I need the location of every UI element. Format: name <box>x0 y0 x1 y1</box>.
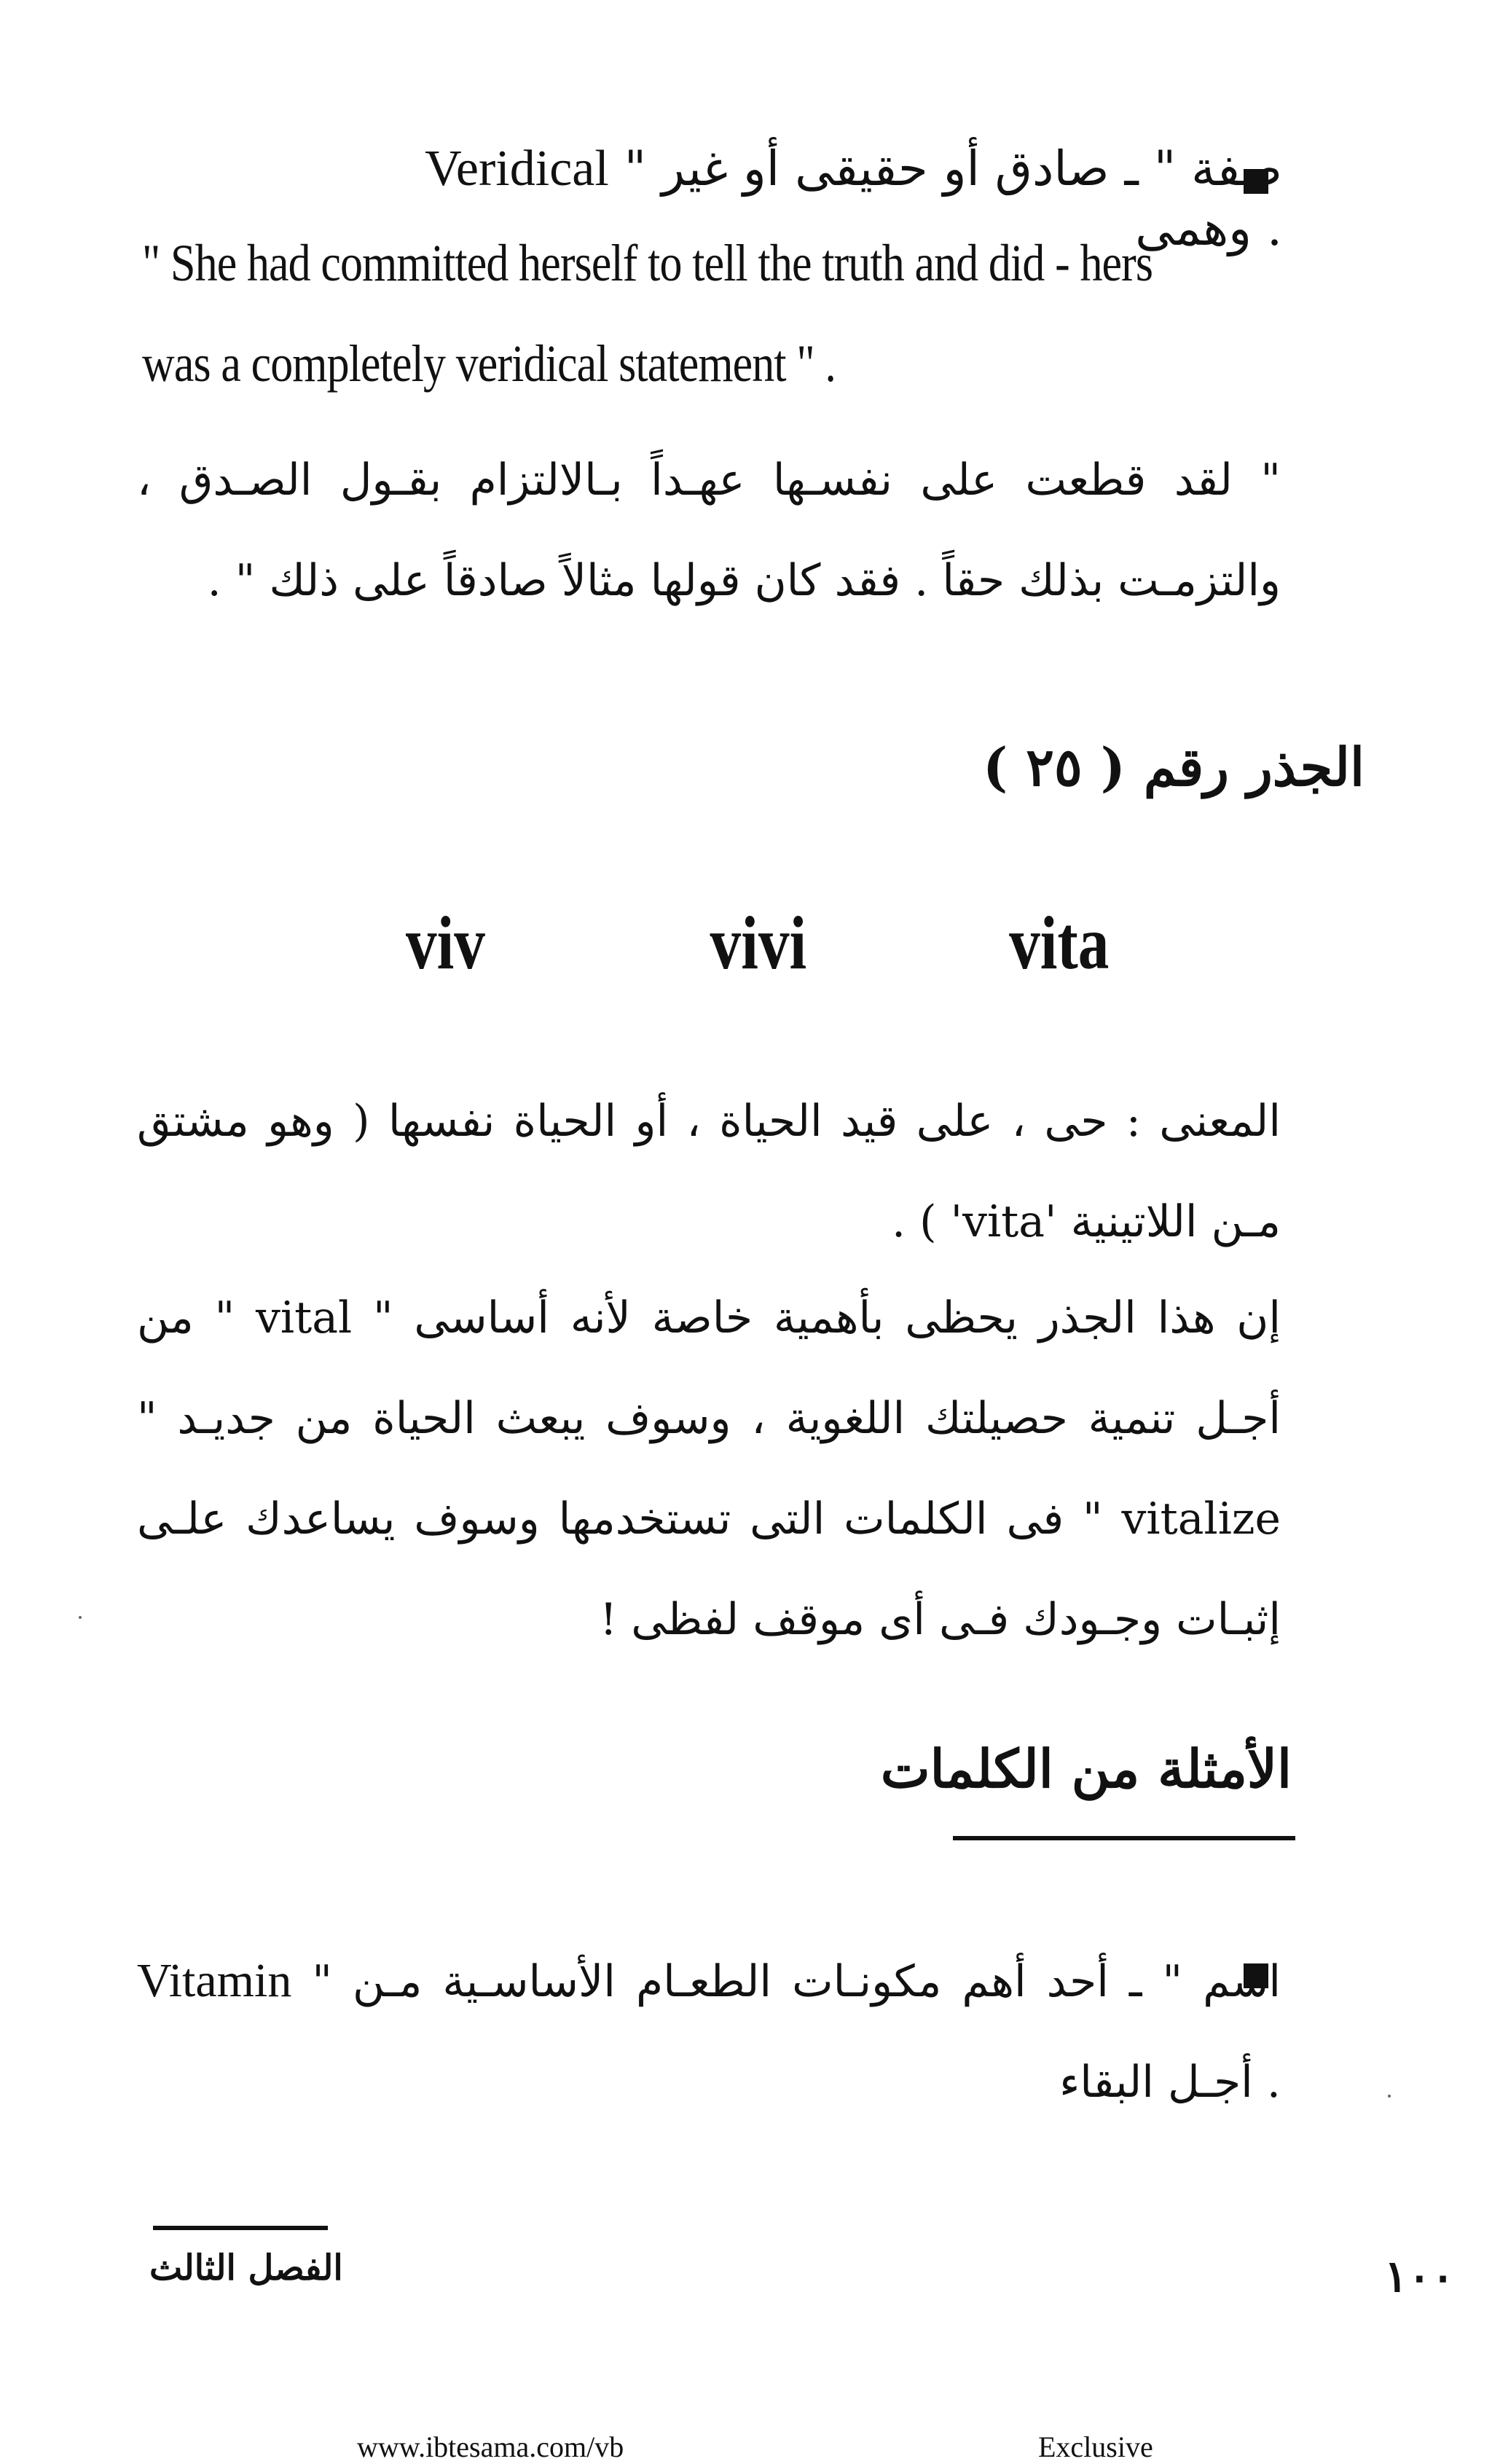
footer-url: www.ibtesama.com/vb <box>357 2430 624 2463</box>
chapter-rule <box>153 2226 328 2230</box>
scan-speck <box>1388 2095 1391 2098</box>
root-form-vivi: vivi <box>710 901 807 985</box>
veridical-example-en-line1: " She had committed herself to tell the truth and did - hers <box>142 234 1153 292</box>
heading-underline <box>953 1836 1295 1840</box>
veridical-example-ar: " لقد قطعت على نفسـها عهـداً بـالالتزام بقـول الصـدق ، والتزمـت بذلك حقاً . فقد كان قولها مثالاً صادقاً على ذلك " . <box>137 455 1281 606</box>
veridical-example-en-line2: was a completely veridical statement " . <box>142 334 836 393</box>
veridical-term: Veridical <box>425 141 609 197</box>
page-number: ١٠٠ <box>1384 2251 1455 2302</box>
vitamin-term: Vitamin <box>137 1954 292 2007</box>
footer-tag: Exclusive <box>1038 2430 1153 2463</box>
root-importance: إن هذا الجذر يحظى بأهمية خاصة لأنه أساسى " vital " من أجـل تنمية حصيلتك اللغوية ، وسوف يبعث الحياة من جديـد " vitalize " فى الكلمات التى تستخدمها وسوف يساعدك علـى إثبـات وجـودك فـى أى موقف لفظى ! <box>137 1292 1281 1645</box>
vitamin-entry <box>137 1931 1281 2133</box>
root-form-vita: vita <box>1009 901 1110 985</box>
root-meaning: المعنى : حى ، على قيد الحياة ، أو الحياة نفسها ( وهو مشتق مـن اللاتينية 'vita' ) . <box>137 1096 1281 1247</box>
vitamin-definition: " اسم " ـ أحد أهم مكونـات الطعـام الأساسـية مـن أجـل البقاء . <box>312 1956 1281 2108</box>
root-title: الجذر رقم ( ٢٥ ) <box>983 736 1365 798</box>
examples-heading: الأمثلة من الكلمات <box>880 1738 1292 1800</box>
chapter-label: الفصل الثالث <box>149 2248 343 2288</box>
root-form-viv: viv <box>405 901 485 985</box>
scan-speck <box>79 1616 82 1619</box>
veridical-definition: " صفة " ـ صادق أو حقيقى أو غير وهمى . <box>624 141 1282 256</box>
